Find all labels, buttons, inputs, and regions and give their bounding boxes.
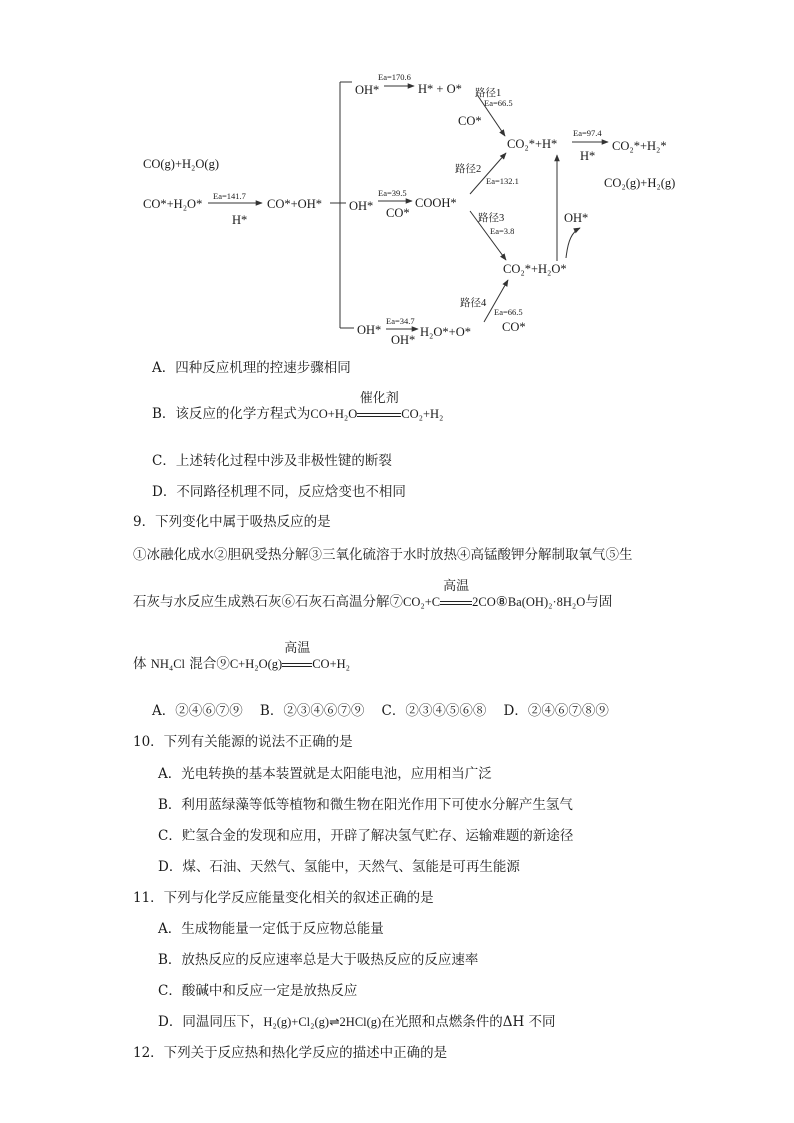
q9-line3 — [133, 641, 351, 674]
q9-line2-text-a: 石灰与水反应生成熟石灰⑥石灰石高温分解⑦ — [133, 594, 403, 610]
br4-co-label: CO* — [502, 320, 526, 334]
br4-ea-label: Ea=34.7 — [386, 316, 415, 326]
q11-d-text-a: D．同温同压下， — [158, 1014, 264, 1030]
br4-start-label: OH* — [357, 323, 382, 337]
q11-d-formula: H₂(g)+Cl₂(g)⇌2HCl(g) — [263, 1015, 382, 1029]
q8-option-a: A．四种反应机理的控速步骤相同 — [152, 360, 351, 376]
br2-ea-label: Ea=39.5 — [378, 188, 407, 198]
br4-ea2-label: Ea=66.5 — [494, 307, 523, 317]
q10-option-b: B．利用蓝绿藻等低等植物和微生物在阳光作用下可使水分解产生氢气 — [158, 797, 573, 813]
q10-option-d: D．煤、石油、天然气、氢能中，天然气、氢能是可再生能源 — [158, 859, 520, 875]
step1-ea-label: Ea=141.7 — [213, 191, 246, 201]
step1-below-label: H* — [232, 213, 248, 227]
br4-path-label: 路径4 — [460, 298, 487, 309]
q9-line2-formula1: CO₂+C — [403, 595, 441, 609]
reactant-gas-label: CO(g)+H₂O(g) — [143, 157, 219, 171]
q9-line2 — [133, 579, 613, 612]
q10-stem: 10．下列有关能源的说法不正确的是 — [133, 734, 353, 750]
q8-option-d: D．不同路径机理不同，反应焓变也不相同 — [152, 484, 406, 500]
mid-species-label: CO*+OH* — [267, 197, 322, 211]
q8-b-equal-sign — [357, 413, 401, 417]
q8-b-formula-right: CO₂+H₂ — [401, 407, 444, 421]
q9-line3-formula3: CO+H₂ — [312, 657, 351, 671]
q12-stem: 12．下列关于反应热和热化学反应的描述中正确的是 — [133, 1045, 448, 1061]
br3-ea-label: Ea=3.8 — [490, 226, 515, 236]
q9-line3-condition-label: 高温 — [284, 641, 311, 656]
q9-line3-formula2: C+H₂O(g) — [229, 657, 283, 671]
q8-option-b-text: B．该反应的化学方程式为 — [152, 406, 311, 422]
start-species-label: CO*+H₂O* — [143, 197, 203, 211]
final-below-label: H* — [580, 149, 596, 163]
br1-path-label: 路径1 — [475, 88, 502, 99]
q9-line2-equal-sign — [440, 601, 472, 605]
reaction-mechanism-diagram — [0, 0, 794, 350]
br2-co-label: CO* — [386, 206, 410, 220]
q9-options: A．②④⑥⑦⑨ B．②③④⑥⑦⑨ C．②③④⑤⑥⑧ D．②④⑥⑦⑧⑨ — [152, 703, 609, 719]
q11-option-a: A．生成物能量一定低于反应物总能量 — [158, 921, 384, 937]
br4-below-label: OH* — [391, 333, 416, 347]
final-product-label: CO₂*+H₂* — [612, 139, 667, 153]
q9-line3-condition — [282, 641, 312, 674]
br1-product-label: H* + O* — [418, 82, 462, 96]
q9-line2-formula2: 2CO — [472, 595, 496, 609]
final-gas-label: CO₂(g)+H₂(g) — [604, 176, 676, 190]
node-co2-h-label: CO₂*+H* — [507, 137, 558, 151]
q11-option-c: C．酸碱中和反应一定是放热反应 — [158, 983, 358, 999]
q9-line2-condition-label: 高温 — [443, 579, 470, 594]
q9-line3-text-b: 混合⑨ — [185, 656, 230, 672]
q11-stem: 11．下列与化学反应能量变化相关的叙述正确的是 — [133, 890, 434, 906]
oh-label: OH* — [564, 211, 589, 225]
q8-b-condition — [357, 391, 401, 424]
br1-ea-label: Ea=170.6 — [378, 72, 411, 82]
q9-line2-formula3: Ba(OH)₂·8H₂O — [507, 595, 586, 609]
q9-line2-text-c: 与固 — [585, 594, 613, 610]
final-ea-label: Ea=97.4 — [573, 128, 602, 138]
br2-product-label: COOH* — [415, 196, 457, 210]
q11-option-d — [158, 1012, 556, 1032]
q9-line3-equal-sign — [282, 663, 312, 667]
q8-option-b — [152, 391, 444, 424]
q9-line1: ①冰融化成水②胆矾受热分解③三氧化硫溶于水时放热④高锰酸钾分解制取氧气⑤生 — [133, 547, 633, 563]
br2-start-label: OH* — [349, 199, 374, 213]
br1-co-label: CO* — [458, 114, 482, 128]
br2-path-label: 路径2 — [455, 164, 482, 175]
br4-product-label: H₂O*+O* — [420, 325, 471, 339]
q9-line3-formula1: NH₄Cl — [150, 657, 186, 671]
br3-path-label: 路径3 — [478, 213, 505, 224]
q9-line3-text-a: 体 — [133, 656, 151, 672]
q10-option-c: C．贮氢合金的发现和应用，开辟了解决氢气贮存、运输难题的新途径 — [158, 828, 574, 844]
q9-stem: 9．下列变化中属于吸热反应的是 — [133, 514, 331, 530]
br1-ea2-label: Ea=66.5 — [484, 98, 513, 108]
q9-line2-condition — [440, 579, 472, 612]
node-co2-h2o-label: CO₂*+H₂O* — [503, 262, 567, 276]
q11-d-text-b: 在光照和点燃条件的ΔH 不同 — [381, 1014, 556, 1030]
br2-ea2-label: Ea=132.1 — [486, 176, 519, 186]
q8-option-c: C．上述转化过程中涉及非极性键的断裂 — [152, 453, 392, 469]
oh-curve-arrow — [566, 228, 580, 258]
q8-b-formula-left: CO+H₂O — [310, 407, 358, 421]
q11-option-b: B．放热反应的反应速率总是大于吸热反应的反应速率 — [158, 952, 479, 968]
br1-start-label: OH* — [355, 83, 380, 97]
q9-line2-text-b: ⑧ — [495, 594, 508, 610]
q8-b-condition-label: 催化剂 — [359, 391, 399, 406]
q10-option-a: A．光电转换的基本装置就是太阳能电池，应用相当广泛 — [158, 766, 492, 782]
